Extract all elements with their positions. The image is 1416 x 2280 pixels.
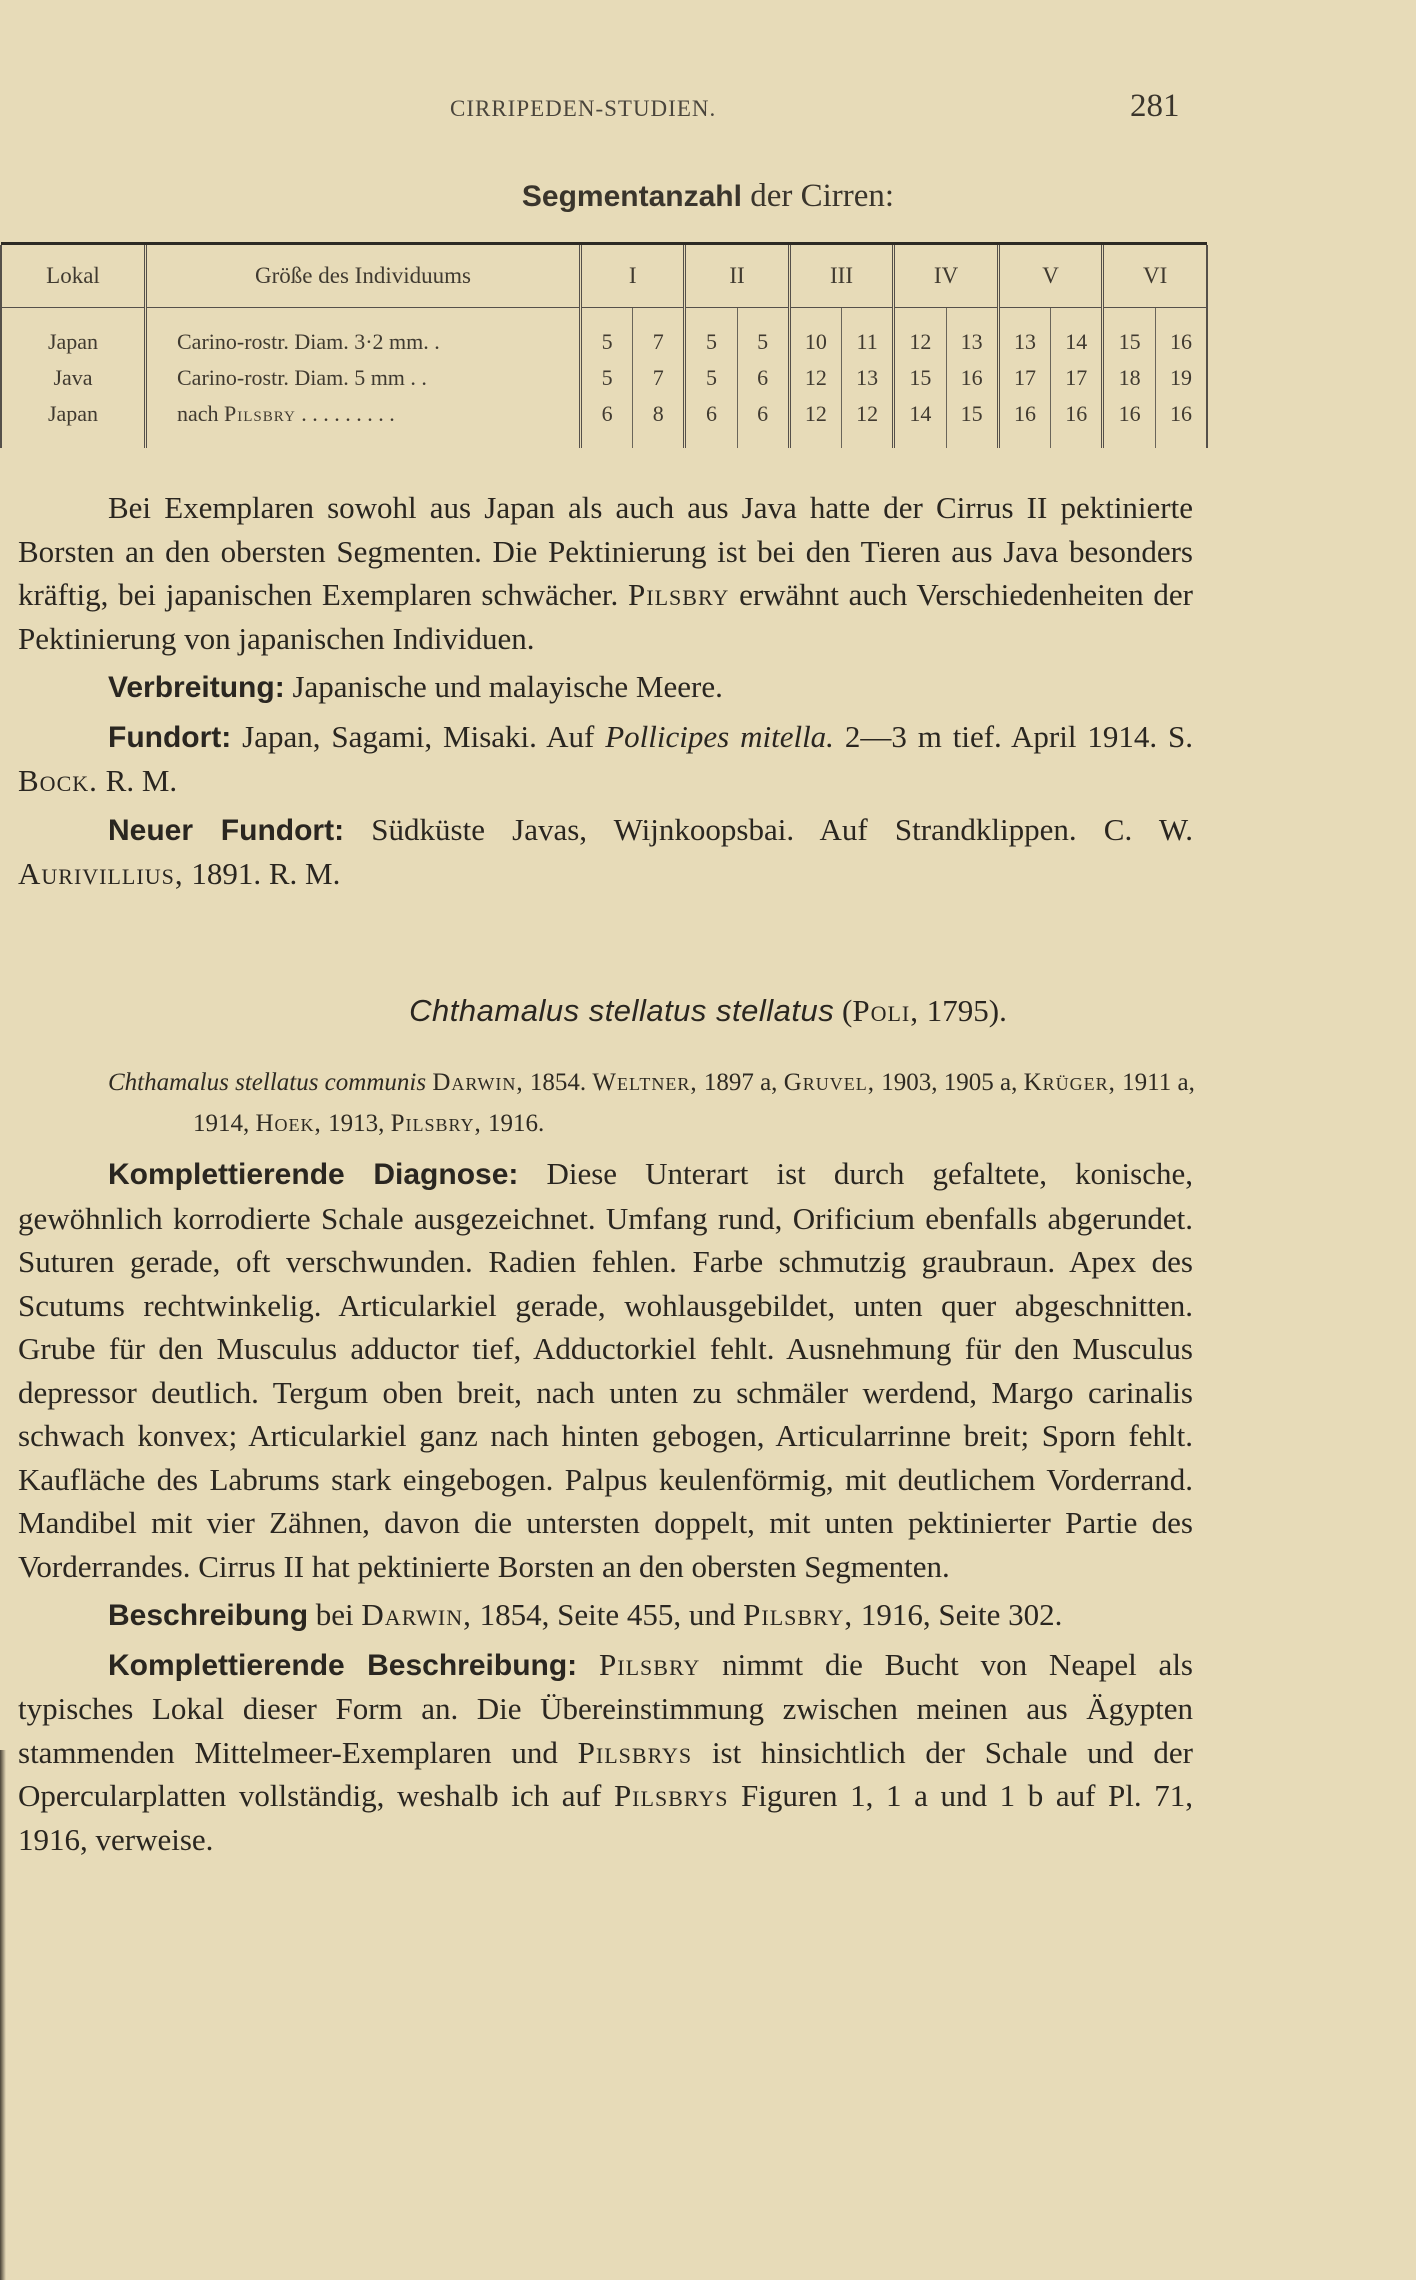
cell-value: 19 — [1155, 360, 1207, 396]
table-row — [1, 396, 1207, 432]
running-head — [0, 88, 1416, 128]
paragraph-neuer-fundort — [18, 808, 1193, 896]
header-cirrus-4: IV — [894, 245, 999, 308]
header-cirrus-2: II — [685, 245, 789, 308]
synonym-year: 1911 a, 1914, — [193, 1069, 1195, 1137]
cell-value: 15 — [1103, 324, 1156, 360]
neuer-fundort-collector: Aurivillius, — [18, 856, 184, 891]
species-heading — [0, 993, 1416, 1029]
cell-value: 13 — [842, 360, 894, 396]
komp-beschreibung-text-3: Figuren 1, 1 a und 1 b auf Pl. 71, 1916, verweise. — [18, 1778, 1193, 1857]
para1-text: Bei Exemplaren sowohl aus Japan als auch aus Java hatte der Cirrus II pektinierte Borsten an den obersten Segmenten. Die Pektinierung ist bei den Tieren aus Java besonders kräftig, bei japanischen Exemplaren schwächer. — [18, 490, 1193, 612]
row-lokal: Java — [1, 360, 146, 396]
verbreitung-text: Japanische und malayische Meere. — [284, 669, 723, 704]
cell-value: 12 — [789, 396, 841, 432]
cell-value: 18 — [1103, 360, 1156, 396]
row-lokal: Japan — [1, 324, 146, 360]
fundort-host-species: Pollicipes mitella. — [605, 718, 834, 754]
header-size: Größe des Individuums — [146, 245, 581, 308]
species-paren: ( — [834, 993, 853, 1028]
cell-value: 12 — [842, 396, 894, 432]
cell-value: 10 — [789, 324, 841, 360]
cell-value: 12 — [789, 360, 841, 396]
row-size: Carino-rostr. Diam. 5 mm . . — [146, 360, 581, 396]
cell-value: 17 — [998, 360, 1050, 396]
synonym-year: 1903, 1905 a, — [875, 1069, 1024, 1096]
table-header-row — [1, 245, 1207, 308]
paragraph-pektinierung — [18, 486, 1193, 660]
row-size-suffix: . . . . . . . . . — [295, 401, 395, 426]
row-size-author: Pilsbry — [224, 401, 296, 426]
row-lokal: Japan — [1, 396, 146, 432]
komp-beschreibung-author-3: Pilsbrys — [613, 1778, 729, 1813]
beschreibung-text: bei — [308, 1597, 362, 1632]
paragraph-verbreitung — [18, 665, 1193, 710]
fundort-heading: Fundort: — [108, 720, 232, 754]
komp-beschreibung-author-2: Pilsbrys — [577, 1734, 693, 1770]
neuer-fundort-heading: Neuer Fundort: — [108, 813, 345, 847]
synonym-year: 1897 a, — [697, 1069, 784, 1096]
synonym-author: Hoek, — [255, 1110, 322, 1137]
cell-value: 16 — [1155, 324, 1207, 360]
cell-value: 13 — [998, 324, 1050, 360]
cell-value: 6 — [737, 396, 789, 432]
cell-value: 16 — [1051, 396, 1103, 432]
cell-value: 6 — [685, 396, 737, 432]
beschreibung-text-3: 1916, Seite 302. — [853, 1597, 1063, 1632]
cell-value: 17 — [1051, 360, 1103, 396]
synonymy-block — [108, 1062, 1198, 1144]
cell-value: 14 — [1051, 324, 1103, 360]
cell-value: 8 — [633, 396, 685, 432]
row-size — [146, 396, 581, 432]
text-block-upper — [18, 486, 1193, 896]
beschreibung-author: Darwin, — [361, 1597, 472, 1632]
header-lokal: Lokal — [1, 245, 146, 308]
komp-beschreibung-heading: Komplettierende Beschreibung: — [108, 1648, 578, 1682]
table-caption-rest: der Cirren: — [741, 178, 895, 214]
table-row — [1, 360, 1207, 396]
cell-value: 6 — [737, 360, 789, 396]
komp-beschreibung-text: nimmt die Bucht von Neapel als typisches Lokal dieser Form an. Die Übereinstimmung zwischen meinen aus Ägypten stammenden Mittelmeer-Exemplaren und — [18, 1646, 1193, 1770]
synonym-author: Gruvel, — [783, 1069, 875, 1096]
synonymy-entry — [108, 1062, 1198, 1144]
species-author: Poli, — [852, 993, 919, 1028]
cell-value: 13 — [946, 324, 998, 360]
segment-table — [0, 242, 1208, 448]
synonym-author: Pilsbry, — [390, 1110, 482, 1137]
paragraph-diagnose — [18, 1152, 1193, 1588]
header-cirrus-6: VI — [1103, 245, 1207, 308]
table-caption-keyword: Segmentanzahl — [521, 180, 742, 213]
cell-value: 16 — [998, 396, 1050, 432]
cell-value: 6 — [581, 396, 633, 432]
table-caption — [0, 178, 1416, 215]
page-number: 281 — [1130, 88, 1180, 124]
fundort-text: Japan, Sagami, Misaki. Auf — [231, 718, 606, 754]
para1-author: Pilsbry — [628, 577, 730, 612]
cell-value: 5 — [737, 324, 789, 360]
cell-value: 16 — [1103, 396, 1156, 432]
species-name: Chthamalus stellatus stellatus — [409, 993, 835, 1028]
table-row — [1, 324, 1207, 360]
row-size-prefix: nach — [177, 401, 225, 426]
cell-value: 15 — [946, 396, 998, 432]
synonym-author: Krüger, — [1023, 1069, 1116, 1096]
neuer-fundort-text: Südküste Javas, Wijnkoopsbai. Auf Strandklippen. C. W. — [344, 811, 1193, 847]
cell-value: 7 — [633, 324, 685, 360]
neuer-fundort-text-2: 1891. R. M. — [183, 856, 341, 891]
header-cirrus-5: V — [998, 245, 1103, 308]
cell-value: 15 — [894, 360, 946, 396]
para1-text-end: erwähnt auch Verschiedenheiten der Pektinierung von japanischen Individuen. — [18, 577, 1193, 656]
fundort-text-3: R. M. — [97, 763, 178, 798]
cell-value: 12 — [894, 324, 946, 360]
synonym-author: Weltner, — [592, 1069, 698, 1096]
text-block-lower — [18, 1152, 1193, 1861]
header-cirrus-1: I — [581, 245, 685, 308]
synonym-year: 1916. — [481, 1110, 545, 1137]
synonym-author: Darwin, — [432, 1069, 524, 1096]
komp-beschreibung-author: Pilsbry — [599, 1646, 701, 1682]
beschreibung-text-2: 1854, Seite 455, und — [471, 1597, 744, 1632]
cell-value: 5 — [581, 360, 633, 396]
beschreibung-heading: Beschreibung — [108, 1599, 309, 1632]
paragraph-beschreibung — [18, 1593, 1193, 1638]
cell-value: 16 — [946, 360, 998, 396]
fundort-text-2: 2—3 m tief. April 1914. S. — [833, 718, 1193, 754]
komp-beschreibung-text-2: ist hinsichtlich der Schale und der Opercularplatten vollständig, weshalb ich auf — [18, 1734, 1193, 1813]
synonym-name: Chthamalus stellatus communis — [108, 1069, 427, 1096]
cell-value: 16 — [1155, 396, 1207, 432]
cell-value: 7 — [633, 360, 685, 396]
cell-value: 11 — [842, 324, 894, 360]
paragraph-fundort — [18, 715, 1193, 803]
species-year: 1795). — [919, 993, 1007, 1028]
header-cirrus-3: III — [789, 245, 894, 308]
synonym-year: 1854. — [523, 1069, 593, 1096]
cell-value: 5 — [581, 324, 633, 360]
page-edge-shadow — [0, 1750, 6, 2280]
row-size: Carino-rostr. Diam. 3·2 mm. . — [146, 324, 581, 360]
synonym-year: 1913, — [321, 1110, 391, 1137]
fundort-collector: Bock. — [18, 763, 98, 798]
cell-value: 5 — [685, 324, 737, 360]
cell-value: 5 — [685, 360, 737, 396]
paragraph-komplettierende-beschreibung — [18, 1643, 1193, 1862]
beschreibung-author-2: Pilsbry, — [743, 1597, 854, 1632]
cell-value: 14 — [894, 396, 946, 432]
verbreitung-heading: Verbreitung: — [108, 671, 285, 704]
diagnose-heading: Komplettierende Diagnose: — [108, 1158, 519, 1191]
running-title: CIRRIPEDEN-STUDIEN. — [450, 96, 717, 121]
diagnose-text: Diese Unterart ist durch gefaltete, konische, gewöhnlich korrodierte Schale ausgezeichnet. Umfang rund, Orificium ebenfalls abgerundet. Suturen gerade, oft verschwunden. Radien fehlen. Farbe schmutzig graubraun. Apex des Scutums rechtwinkelig. Articularkiel gerade, wohlausgebildet, unten quer abgeschnitten. Grube für den Musculus adductor tief, Adductorkiel fehlt. Ausnehmung für den Musculus depressor deutlich. Tergum oben breit, nach unten zu schmäler werdend, Margo carinalis schwach konvex; Articularkiel ganz nach hinten gebogen, Articularrinne breit; Sporn fehlt. Kaufläche des Labrums stark eingebogen. Palpus keulenförmig, mit deutlichem Vorderrand. Mandibel mit vier Zähnen, davon die untersten doppelt, mit unten pektinierter Partie des Vorderrandes. Cirrus II hat pektinierte Borsten an den obersten Segmenten. — [18, 1156, 1193, 1584]
